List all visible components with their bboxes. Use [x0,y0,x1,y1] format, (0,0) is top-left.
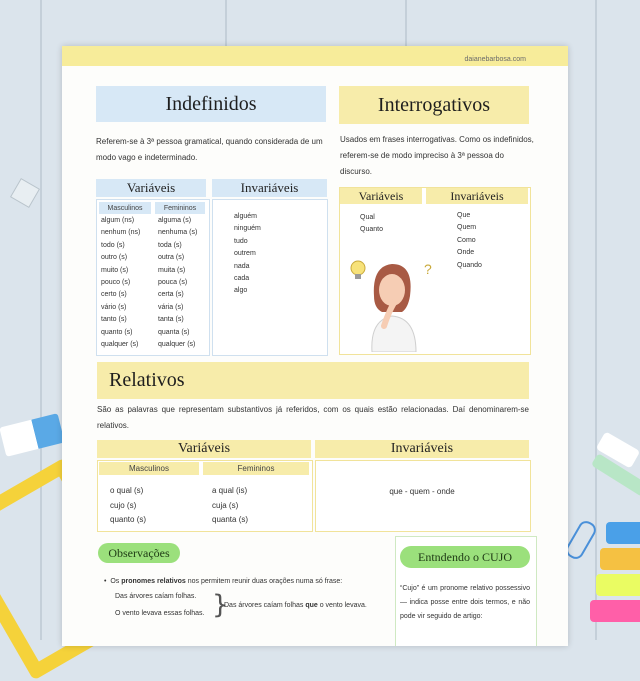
list-item: Quanto [360,226,383,234]
paperclip-icon [563,518,599,562]
list-item: outro (s) [101,254,128,262]
indefinidos-description: Referem-se à 3ª pessoa gramatical, quando considerada de um modo vago e indeterminado. [96,137,323,162]
list-item: Que [457,212,471,219]
list-item: certo (s) [101,291,127,299]
brace-icon: } [212,590,229,620]
observacoes-title: Observações [98,543,180,563]
bullet-icon: • [104,578,111,585]
sticky-tab [606,522,640,544]
list-item: todo (s) [101,241,125,249]
list-item: muita (s) [158,266,186,274]
indefinidos-invariaveis-box [212,199,328,356]
list-item: pouco (s) [101,279,131,287]
list-item: quanta (s) [212,515,249,524]
list-item: certa (s) [158,291,184,299]
list-item: tudo [234,237,248,245]
example-sentence-1: Das árvores caíam folhas. [115,593,197,600]
cujo-text: “Cujo” é um pronome relativo possessivo — indica posse entre dois termos, e não pode vir seguido de artigo: [400,585,530,620]
list-item: muito (s) [101,266,129,274]
sticky-tab [590,600,640,622]
list-item: Qual [360,214,375,221]
list-item: Como [457,236,476,244]
interrogativos-variaveis-header: Variáveis [340,188,422,204]
list-item: cuja (s) [212,500,239,510]
indefinidos-femininos-header: Femininos [155,202,205,214]
relativos-title: Relativos [97,362,529,399]
list-item: outrem [234,250,256,258]
list-item: pouca (s) [158,279,188,287]
interrogativos-invariaveis-list [457,210,482,272]
relativos-femininos-header: Femininos [203,462,309,475]
indefinidos-masculinos-header: Masculinos [99,202,151,214]
list-item: cujo (s) [110,500,137,510]
cujo-title: Entndendo o CUJO [400,546,530,568]
list-item: nada [234,262,250,270]
list-item: quanta (s) [158,328,190,336]
relativos-variaveis-header: Variáveis [97,440,311,458]
list-item: quanto (s) [101,328,133,336]
relativos-masculinos-list [110,484,146,528]
relativos-masculinos-header: Masculinos [99,462,199,475]
site-url: daianebarbosa.com [464,56,526,63]
indefinidos-variaveis-header: Variáveis [96,179,206,197]
relativos-description: São as palavras que representam substantivos já referidos, com os quais estão relacionadas. Daí denominarem-se relativos. [97,405,529,430]
list-item: Quando [457,261,482,269]
list-item: a qual (is) [212,486,248,495]
list-item: nenhum (ns) [101,229,141,237]
indefinidos-invariaveis-header: Invariáveis [212,179,327,197]
list-item: algo [234,287,248,295]
list-item: tanta (s) [158,316,184,324]
list-item: alguma (s) [158,217,192,224]
list-item: quanto (s) [110,515,147,524]
list-item: Onde [457,249,475,257]
list-item: nenhuma (s) [158,229,198,237]
thinking-woman-illustration [344,256,444,352]
list-item: alguém [234,213,257,220]
interrogativos-title: Interrogativos [339,86,529,124]
question-mark-icon: ? [424,261,432,277]
list-item: algum (ns) [101,217,135,224]
lightbulb-icon [351,261,365,279]
list-item: toda (s) [158,241,182,249]
example-sentence-2: O vento levava essas folhas. [115,610,205,617]
indefinidos-title: Indefinidos [96,86,326,122]
interrogativos-variaveis-list [360,212,383,237]
interrogativos-description: Usados em frases interrogativas. Como os indefinidos, referem-se de modo impreciso à 3ª pessoa do discurso. [340,135,534,176]
list-item: Quem [457,224,477,232]
list-item: qualquer (s) [158,341,196,349]
relativos-invariaveis-box [315,460,531,532]
sticky-tab [600,548,640,570]
worksheet [62,46,568,646]
list-item: tanto (s) [101,316,127,324]
list-item: ninguém [234,225,261,233]
indefinidos-femininos-list [158,215,197,351]
list-item: qualquer (s) [101,341,139,349]
indefinidos-masculinos-list [101,215,140,351]
wood-plank-line [595,0,597,640]
indefinidos-invariaveis-list [234,211,261,298]
eraser [0,413,65,457]
sticky-tab [596,574,640,596]
relativos-invariaveis-header: Invariáveis [315,440,529,458]
list-item: o qual (s) [110,486,144,495]
list-item: vária (s) [158,303,184,311]
observacoes-bullet: • Os pronomes relativos nos permitem reunir duas orações numa só frase: [104,578,343,585]
list-item: vário (s) [101,303,127,311]
list-item: outra (s) [158,254,185,262]
crystal-decoration [10,178,40,208]
combined-sentence: Das árvores caíam folhas que o vento levava. [224,602,367,609]
interrogativos-invariaveis-header: Invariáveis [426,188,528,204]
relativos-femininos-list [212,484,248,528]
list-item: cada [234,275,250,283]
relativos-invariaveis-text: que - quem - onde [389,487,455,496]
